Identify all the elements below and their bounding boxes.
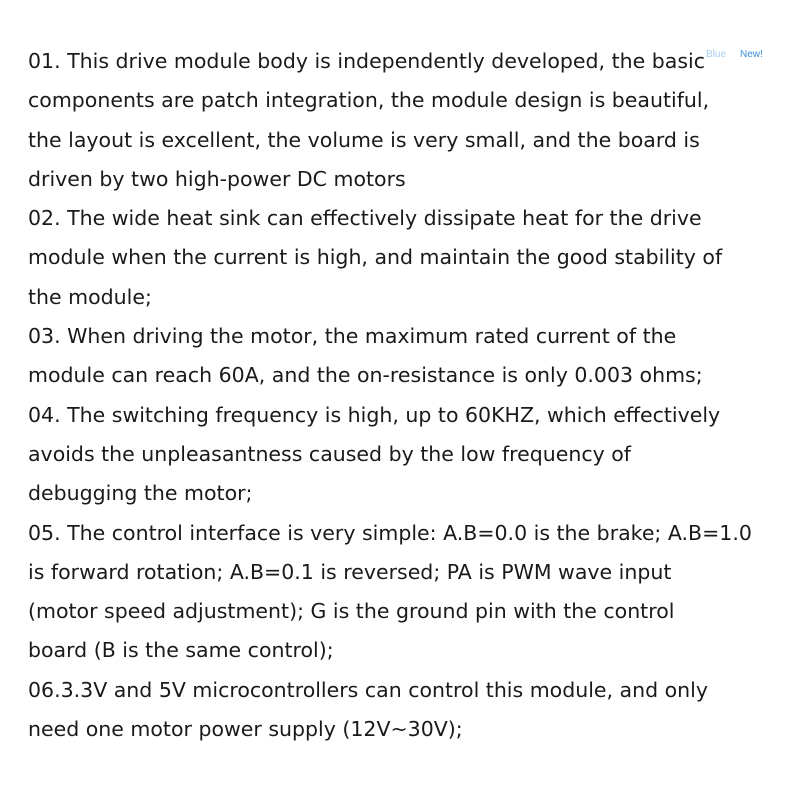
badge-faded-text: Blue — [706, 49, 727, 60]
text-line: module can reach 60A, and the on-resistance is only 0.003 ohms; — [28, 363, 703, 388]
text-line: 04. The switching frequency is high, up to 60KHZ, which effectively — [28, 402, 721, 427]
text-line: the layout is excellent, the volume is very small, and the board is — [28, 127, 700, 152]
text-line: components are patch integration, the module design is beautiful, — [28, 88, 710, 113]
badge-new-label: New! — [740, 49, 763, 60]
text-line: is forward rotation; A.B=0.1 is reversed; PA is PWM wave input — [28, 559, 672, 584]
text-line: 02. The wide heat sink can effectively dissipate heat for the drive — [28, 206, 702, 231]
text-line: 01. This drive module body is independently developed, the basic — [28, 49, 705, 73]
text-line: the module; — [28, 284, 152, 309]
feature-description — [28, 42, 778, 749]
text-line: (motor speed adjustment); G is the ground pin with the control — [28, 599, 675, 624]
text-line: driven by two high-power DC motors — [28, 166, 406, 191]
text-line: module when the current is high, and maintain the good stability of — [28, 245, 723, 270]
text-line: avoids the unpleasantness caused by the low frequency of — [28, 441, 632, 466]
text-line: need one motor power supply (12V~30V); — [28, 717, 463, 742]
text-line: board (B is the same control); — [28, 638, 334, 663]
text-line: 03. When driving the motor, the maximum rated current of the — [28, 324, 677, 349]
text-line: 05. The control interface is very simple: A.B=0.0 is the brake; A.B=1.0 — [28, 520, 752, 545]
text-line: debugging the motor; — [28, 481, 253, 506]
text-line: 06.3.3V and 5V microcontrollers can control this module, and only — [28, 677, 709, 702]
